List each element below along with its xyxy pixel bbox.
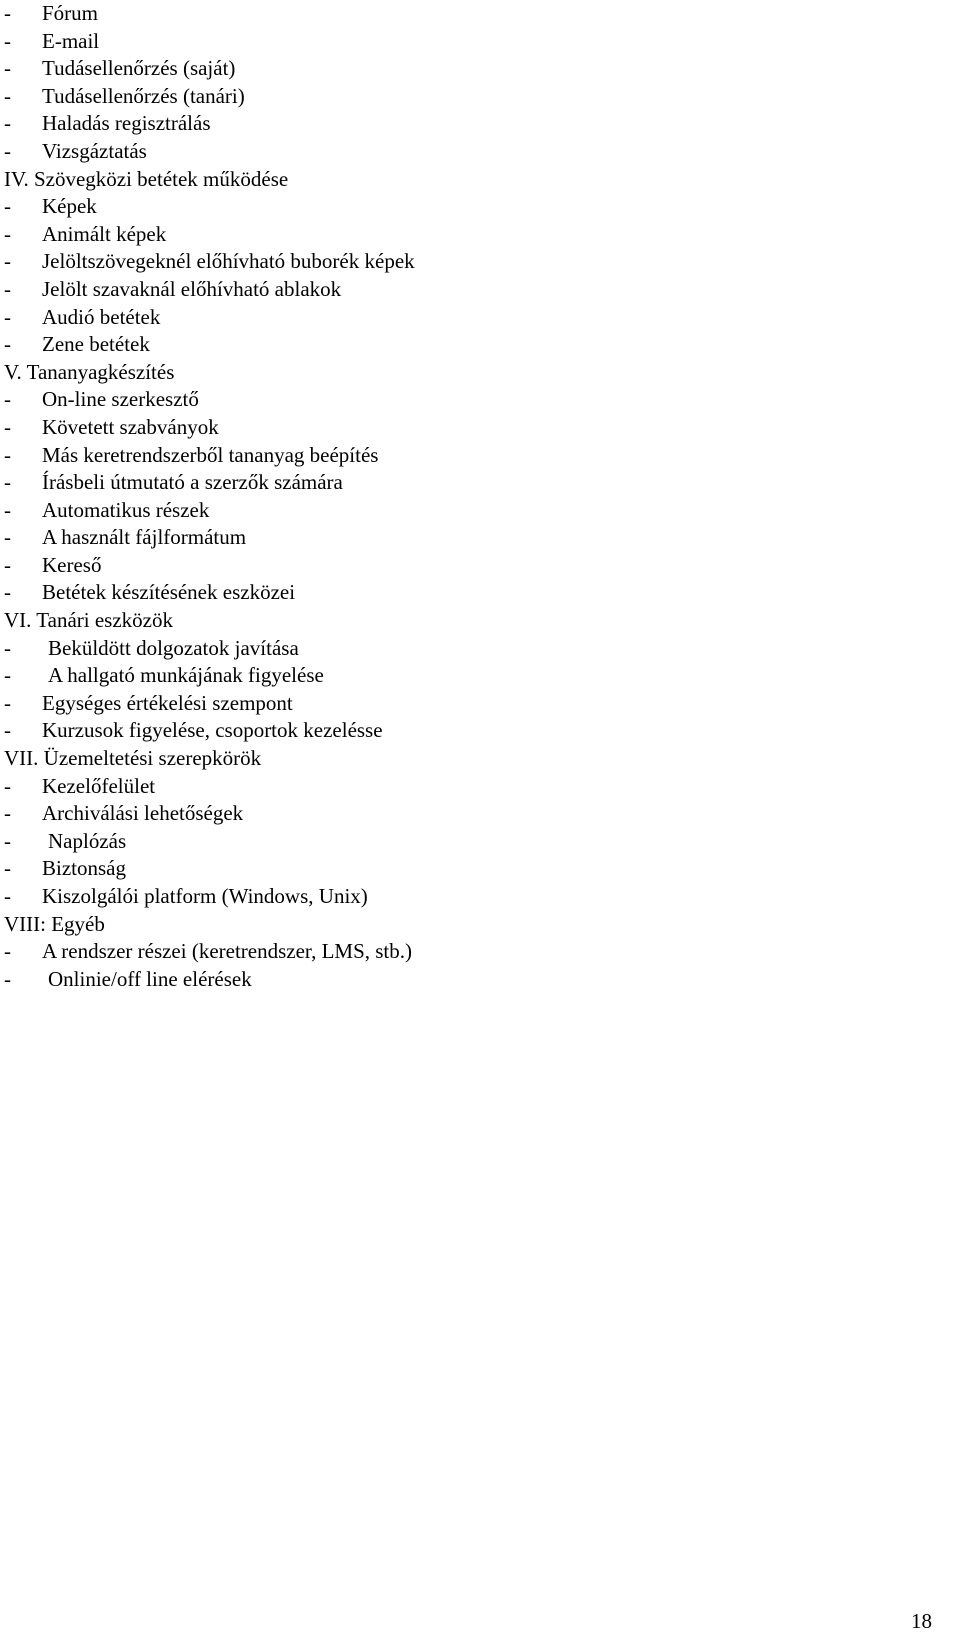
section-heading (4, 745, 944, 773)
list-item-text: Betétek készítésének eszközei (42, 580, 296, 605)
list-item (4, 497, 944, 525)
list-item-text: Haladás regisztrálás (42, 111, 211, 136)
bullet-dash: - (4, 470, 11, 495)
list-item-text: Audió betétek (42, 304, 161, 329)
section-heading-text: VI. Tanári eszközök (4, 608, 173, 633)
list-item-text: Kereső (42, 552, 102, 577)
bullet-dash: - (4, 414, 11, 439)
list-item (4, 552, 944, 580)
list-item-text: Más keretrendszerből tananyag beépítés (42, 442, 379, 467)
list-item (4, 690, 944, 718)
bullet-dash: - (4, 966, 11, 991)
list-item-text: Jelöltszövegeknél előhívható buborék képek (42, 249, 415, 274)
bullet-dash: - (4, 138, 11, 163)
list-item-text: Animált képek (42, 221, 167, 246)
bullet-dash: - (4, 801, 11, 826)
list-item (4, 304, 944, 332)
bullet-dash: - (4, 635, 11, 660)
list-item (4, 331, 944, 359)
bullet-dash: - (4, 111, 11, 136)
list-item-text: Kiszolgálói platform (Windows, Unix) (42, 884, 368, 908)
list-item (4, 83, 944, 111)
section-heading (4, 359, 944, 387)
list-item-text: Vizsgáztatás (42, 138, 147, 163)
bullet-dash: - (4, 828, 11, 853)
list-item (4, 386, 944, 414)
bullet-dash: - (4, 773, 11, 798)
bullet-dash: - (4, 332, 11, 357)
bullet-dash: - (4, 718, 11, 743)
list-item (4, 248, 944, 276)
section-heading (4, 607, 944, 635)
list-item-text: Beküldött dolgozatok javítása (48, 635, 299, 660)
bullet-dash: - (4, 939, 11, 964)
list-item (4, 28, 944, 56)
list-item-text: Jelölt szavaknál előhívható ablakok (42, 276, 342, 301)
list-item-text: Egységes értékelési szempont (42, 690, 293, 715)
bullet-dash: - (4, 56, 11, 81)
bullet-dash: - (4, 387, 11, 412)
list-item (4, 221, 944, 249)
list-item-text: A rendszer részei (keretrendszer, LMS, stb.) (42, 939, 413, 964)
list-item-text: Automatikus részek (42, 497, 210, 522)
list-item (4, 717, 944, 745)
bullet-dash: - (4, 83, 11, 108)
bullet-dash: - (4, 221, 11, 246)
list-item-text: Fórum (42, 1, 99, 25)
bullet-dash: - (4, 552, 11, 577)
list-item-text: Onlinie/off line elérések (48, 966, 252, 991)
list-item (4, 579, 944, 607)
bullet-dash: - (4, 884, 11, 908)
bullet-dash: - (4, 497, 11, 522)
list-item (4, 828, 944, 856)
list-item (4, 635, 944, 663)
outline-list (4, 0, 944, 993)
list-item-text: A hallgató munkájának figyelése (48, 663, 324, 688)
list-item (4, 800, 944, 828)
list-item (4, 469, 944, 497)
bullet-dash: - (4, 28, 11, 53)
list-item (4, 855, 944, 883)
list-item-text: Kezelőfelület (42, 773, 156, 798)
bullet-dash: - (4, 580, 11, 605)
list-item (4, 55, 944, 83)
list-item-text: E-mail (42, 28, 100, 53)
list-item (4, 524, 944, 552)
section-heading-text: V. Tananyagkészítés (4, 359, 175, 384)
list-item-text: Írásbeli útmutató a szerzők számára (42, 470, 343, 495)
section-heading (4, 911, 944, 939)
bullet-dash: - (4, 276, 11, 301)
list-item (4, 938, 944, 966)
list-item (4, 414, 944, 442)
bullet-dash: - (4, 304, 11, 329)
list-item-text: Tudásellenőrzés (tanári) (42, 83, 245, 108)
list-item-text: Zene betétek (42, 332, 150, 357)
list-item (4, 276, 944, 304)
list-item-text: Naplózás (48, 828, 127, 853)
list-item (4, 883, 944, 911)
list-item-text: Kurzusok figyelése, csoportok kezelésse (42, 718, 383, 743)
list-item (4, 138, 944, 166)
section-heading-text: VII. Üzemeltetési szerepkörök (4, 746, 262, 771)
list-item-text: Archiválási lehetőségek (42, 801, 244, 826)
list-item-text: Tudásellenőrzés (saját) (42, 56, 236, 81)
list-item-text: A használt fájlformátum (42, 525, 247, 550)
bullet-dash: - (4, 856, 11, 881)
bullet-dash: - (4, 442, 11, 467)
bullet-dash: - (4, 1, 11, 25)
list-item (4, 0, 944, 28)
bullet-dash: - (4, 525, 11, 550)
list-item (4, 442, 944, 470)
bullet-dash: - (4, 690, 11, 715)
list-item (4, 110, 944, 138)
bullet-dash: - (4, 663, 11, 688)
bullet-dash: - (4, 249, 11, 274)
list-item-text: Követett szabványok (42, 414, 219, 439)
list-item (4, 662, 944, 690)
list-item (4, 966, 944, 994)
list-item (4, 773, 944, 801)
page-number: 18 (911, 1609, 932, 1633)
section-heading-text: VIII: Egyéb (4, 911, 105, 936)
bullet-dash: - (4, 194, 11, 219)
list-item-text: Képek (42, 194, 97, 219)
section-heading-text: IV. Szövegközi betétek működése (4, 166, 289, 191)
list-item-text: Biztonság (42, 856, 126, 881)
section-heading (4, 166, 944, 194)
list-item (4, 193, 944, 221)
list-item-text: On-line szerkesztő (42, 387, 199, 412)
